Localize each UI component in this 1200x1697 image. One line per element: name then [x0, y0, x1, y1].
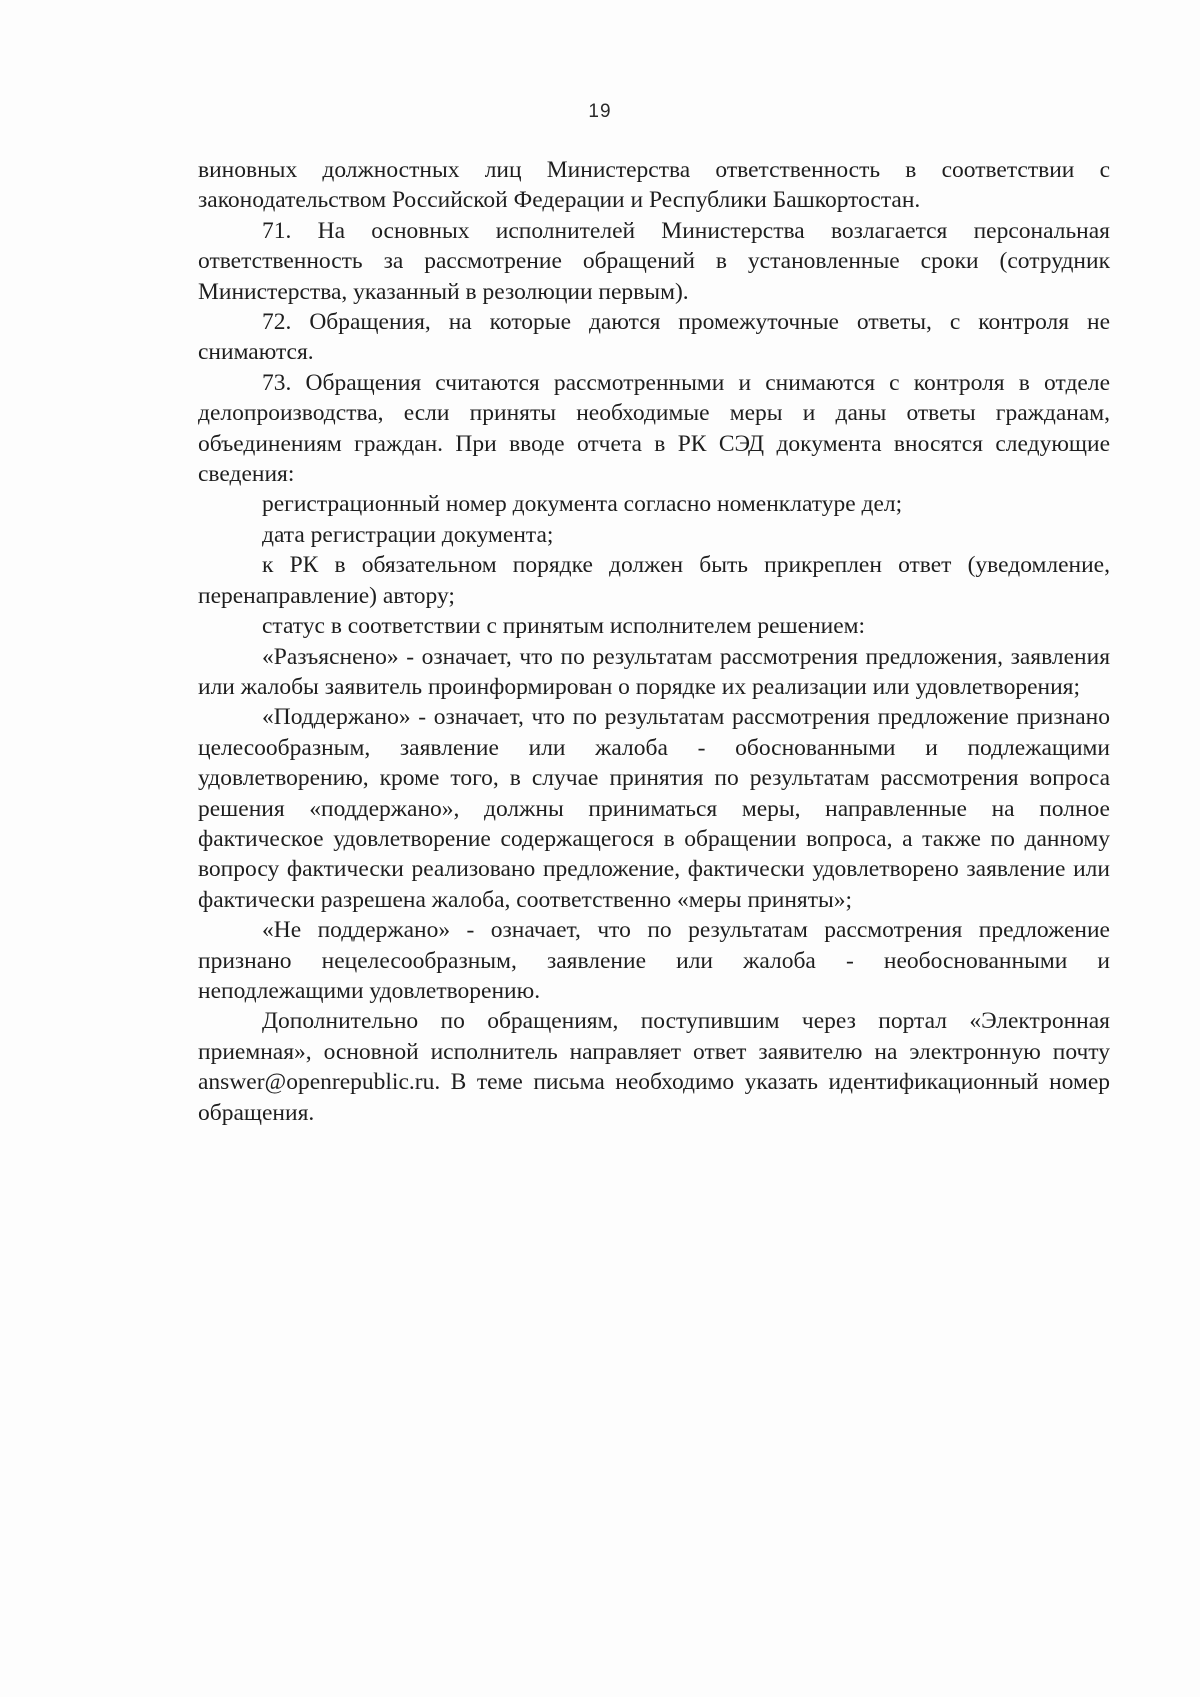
status-explained: «Разъяснено» - означает, что по результатам рассмотрения предложения, заявления или жалобы заявитель проинформирован о порядке их реализации или удовлетворения; [198, 643, 1110, 700]
paragraph-73: 73. Обращения считаются рассмотренными и снимаются с контроля в отделе делопроизводства, если приняты необходимые меры и даны ответы гражданам, объединениям граждан. При вводе отчета в РК СЭД документа вносятся следующие сведения: [198, 369, 1110, 488]
status-not-supported: «Не поддержано» - означает, что по результатам рассмотрения предложение признано нецелесообразным, заявление или жалоба - необоснованными и неподлежащими удовлетворению. [198, 917, 1110, 1004]
document-body [198, 155, 1110, 1128]
paragraph-71: 71. На основных исполнителей Министерства возлагается персональная ответственность за рассмотрение обращений в установленные сроки (сотрудник Министерства, указанный в резолюции первым). [198, 217, 1110, 305]
paragraph-72: 72. Обращения, на которые даются промежуточные ответы, с контроля не снимаются. [198, 309, 1110, 366]
list-item-registration-number: регистрационный номер документа согласно номенклатуре дел; [262, 491, 903, 518]
list-item-attached-answer: к РК в обязательном порядке должен быть прикреплен ответ (уведомление, перенаправление) автору; [198, 552, 1110, 609]
status-supported: «Поддержано» - означает, что по результатам рассмотрения предложение признано целесообразным, заявление или жалоба - обоснованными и подлежащими удовлетворению, кроме того, в случае принятия по результатам рассмотрения вопроса решения «поддержано», должны приниматься меры, направленные на полное фактическое удовлетворение содержащегося в обращении вопроса, а также по данному вопросу фактически реализовано предложение, фактически удовлетворено заявление или фактически разрешена жалоба, соответственно «меры приняты»; [198, 704, 1110, 913]
list-item-status: статус в соответствии с принятым исполнителем решением: [262, 613, 866, 640]
paragraph-electronic-reception: Дополнительно по обращениям, поступившим через портал «Электронная приемная», основной исполнитель направляет ответ заявителю на электронную почту answer@openrepublic.ru. В теме письма необходимо указать идентификационный номер обращения. [198, 1008, 1110, 1126]
list-item-registration-date: дата регистрации документа; [262, 521, 554, 548]
paragraph-continuation: виновных должностных лиц Министерства ответственность в соответствии с законодательством Российской Федерации и Республики Башкортостан. [198, 157, 1110, 214]
page-number: 19 [588, 101, 612, 122]
